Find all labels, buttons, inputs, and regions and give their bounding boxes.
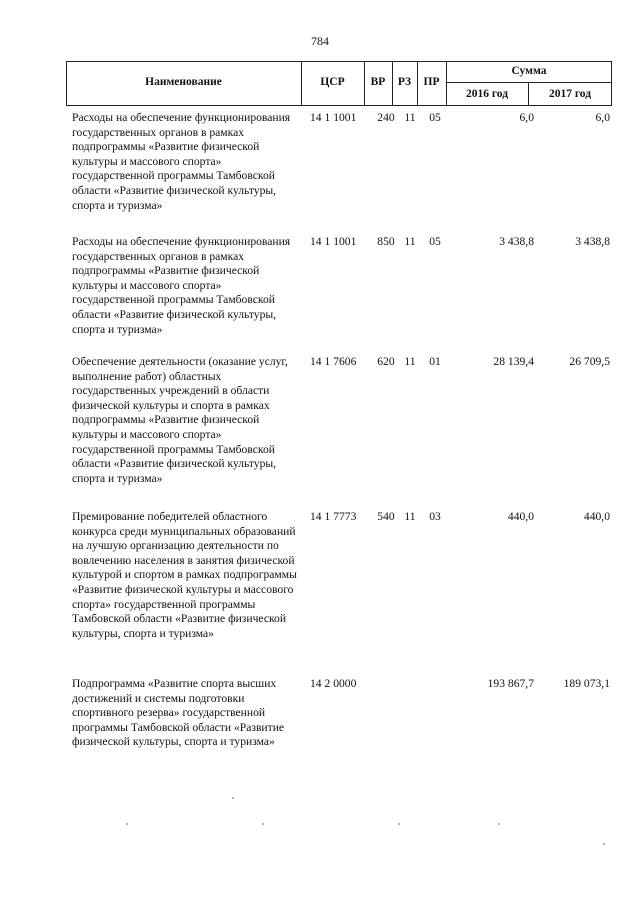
page-number: 784 <box>311 34 329 48</box>
scan-speck <box>398 823 400 825</box>
row-csr: 14 1 7606 <box>310 355 357 368</box>
row-rz: 11 <box>404 510 416 523</box>
row-csr: 14 1 7773 <box>310 510 357 523</box>
header-vr: ВР <box>370 76 386 88</box>
row-sum-2017: 6,0 <box>595 111 610 124</box>
header-pr: ПР <box>423 76 440 88</box>
row-pr: 05 <box>429 235 441 248</box>
row-sum-2016: 3 438,8 <box>499 235 534 248</box>
row-rz: 11 <box>404 355 416 368</box>
row-rz: 11 <box>404 235 416 248</box>
row-csr: 14 1 1001 <box>310 111 357 124</box>
header-bottom-border <box>66 105 612 106</box>
row-pr: 01 <box>429 355 441 368</box>
scan-speck <box>262 823 264 825</box>
header-year-2016: 2016 год <box>465 88 509 100</box>
row-name: Подпрограмма «Развитие спорта высших достижений и системы подготовки спортивного резерва» государственной программы Тамбовской области «Развитие физической культуры, спорта и туризма» <box>72 677 285 749</box>
scan-speck <box>126 823 128 825</box>
row-rz: 11 <box>404 111 416 124</box>
row-sum-2017: 3 438,8 <box>575 235 610 248</box>
row-name: Премирование победителей областного конкурса среди муниципальных образований на лучшую организацию деятельности по вовлечению населения в занятия физической культурой и спортом в рамках подпрограммы «Развитие физической культуры и массового спорта» государственной программы Тамбовской области «Развитие физической культуры, спорта и туризма» <box>72 510 297 640</box>
row-sum-2017: 26 709,5 <box>569 355 610 368</box>
header-top-border <box>66 61 612 62</box>
sum-divider <box>446 82 612 83</box>
row-pr: 05 <box>429 111 441 124</box>
row-vr: 540 <box>377 510 395 523</box>
row-sum-2016: 193 867,7 <box>487 677 534 690</box>
header-sum: Сумма <box>511 65 547 77</box>
scan-speck <box>603 843 605 845</box>
row-sum-2016: 6,0 <box>519 111 534 124</box>
row-csr: 14 2 0000 <box>310 677 357 690</box>
row-name: Обеспечение деятельности (оказание услуг, выполнение работ) областных государственных учреждений в области физической культуры и спорта в рамках подпрограммы «Развитие физической культуры и массового спорта» государственной программы Тамбовской области «Развитие физической культуры, спорта и туризма» <box>72 355 288 485</box>
header-rz: РЗ <box>397 76 412 88</box>
row-pr: 03 <box>429 510 441 523</box>
row-sum-2016: 28 139,4 <box>493 355 534 368</box>
row-vr: 850 <box>377 235 395 248</box>
row-sum-2016: 440,0 <box>507 510 534 523</box>
header-year-2017: 2017 год <box>548 88 592 100</box>
row-csr: 14 1 1001 <box>310 235 357 248</box>
row-name: Расходы на обеспечение функционирования государственных органов в рамках подпрограммы «Развитие физической культуры и массового спорта» государственной программы Тамбовской области «Развитие физической культуры, спорта и туризма» <box>72 111 291 212</box>
row-name: Расходы на обеспечение функционирования государственных органов в рамках подпрограммы «Развитие физической культуры и массового спорта» государственной программы Тамбовской области «Развитие физической культуры, спорта и туризма» <box>72 235 291 336</box>
row-vr: 620 <box>377 355 395 368</box>
header-name: Наименование <box>145 76 222 88</box>
row-vr: 240 <box>377 111 395 124</box>
row-sum-2017: 189 073,1 <box>563 677 610 690</box>
row-sum-2017: 440,0 <box>583 510 610 523</box>
scan-speck <box>232 797 234 799</box>
header-csr: ЦСР <box>320 76 345 88</box>
scan-speck <box>498 823 500 825</box>
table-header <box>66 61 612 106</box>
